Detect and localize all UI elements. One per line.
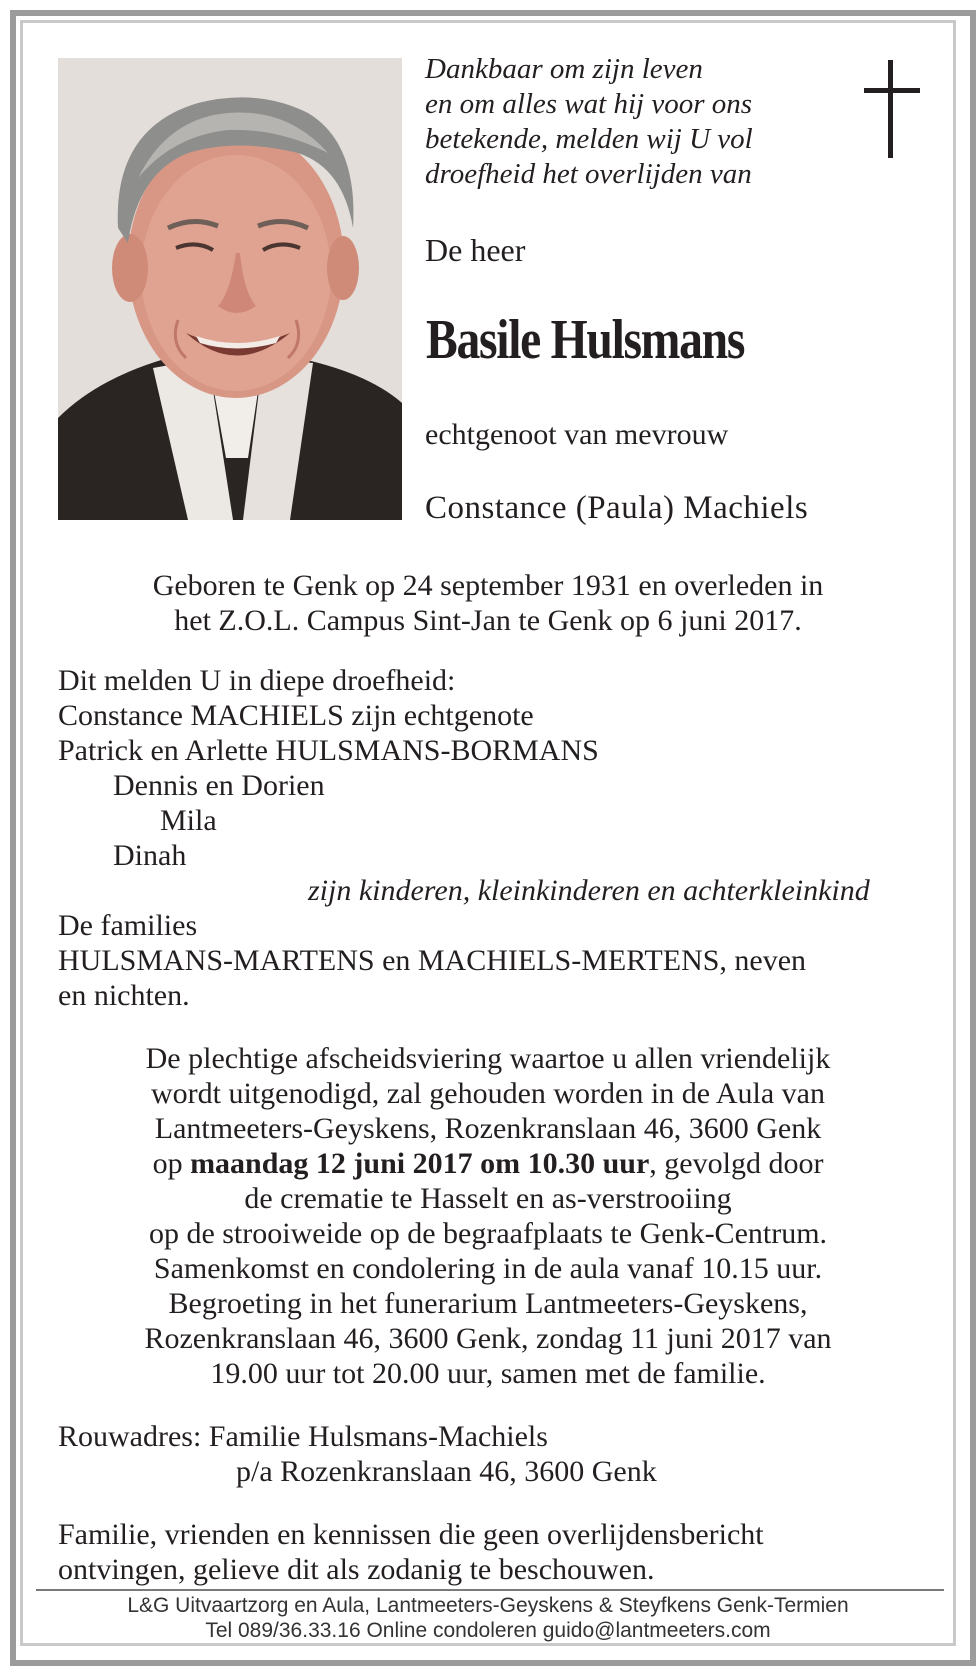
intro-text: Dankbaar om zijn leven en om alles wat hij voor ons betekende, melden wij U vol droefheid het overlijden van (425, 53, 753, 190)
family-lead: Dit melden U in diepe droefheid: (58, 664, 456, 697)
ceremony-line-5: de crematie te Hasselt en as-verstrooiing (244, 1182, 732, 1215)
deceased-name: Basile Hulsmans (426, 309, 745, 371)
ceremony-line-3: Lantmeeters-Geyskens, Rozenkranslaan 46, 3600 Genk (154, 1112, 822, 1145)
spouse-name: Constance (Paula) Machiels (425, 490, 809, 526)
footer-divider (36, 1589, 944, 1591)
ceremony-line-4 (40, 1146, 936, 1181)
ceremony-line-2: wordt uitgenodigd, zal gehouden worden in de Aula van (150, 1077, 825, 1110)
spouse-intro: echtgenoot van mevrouw (425, 418, 729, 451)
cross-icon (864, 60, 920, 158)
family-grandchildren-2: Dinah (113, 839, 187, 872)
families-lead: De families (58, 909, 198, 942)
title-prefix: De heer (425, 232, 526, 268)
footer-line-1: L&G Uitvaartzorg en Aula, Lantmeeters-Geyskens & Steyfkens Genk-Termien (127, 1594, 849, 1617)
birth-death-line-2: het Z.O.L. Campus Sint-Jan te Genk op 6 juni 2017. (174, 604, 802, 637)
birth-death-line-1: Geboren te Genk op 24 september 1931 en overleden in (152, 569, 824, 602)
families-line: HULSMANS-MARTENS en MACHIELS-MERTENS, neven (58, 944, 807, 977)
ceremony-date-time: maandag 12 juni 2017 om 10.30 uur (190, 1147, 650, 1180)
closing-line-1: Familie, vrienden en kennissen die geen overlijdensbericht (58, 1518, 764, 1551)
family-great-grandchild: Mila (160, 804, 217, 837)
ceremony-line-6: op de strooiweide op de begraafplaats te Genk-Centrum. (148, 1217, 828, 1250)
ceremony-line-9: Rozenkranslaan 46, 3600 Genk, zondag 11 juni 2017 van (144, 1322, 832, 1355)
mourning-address-line-1: Rouwadres: Familie Hulsmans-Machiels (58, 1420, 548, 1453)
ceremony-line-4-post: , gevolgd door (649, 1147, 824, 1180)
ceremony-line-7: Samenkomst en condolering in de aula vanaf 10.15 uur. (153, 1252, 823, 1285)
ceremony-line-1: De plechtige afscheidsviering waartoe u allen vriendelijk (145, 1042, 831, 1075)
family-relation-caption: zijn kinderen, kleinkinderen en achterkleinkind (308, 874, 870, 907)
mourning-address-line-2: p/a Rozenkranslaan 46, 3600 Genk (236, 1455, 657, 1488)
ceremony-line-10: 19.00 uur tot 20.00 uur, samen met de familie. (210, 1357, 766, 1390)
portrait-photo (58, 58, 402, 520)
portrait-illustration (58, 58, 402, 520)
family-children: Patrick en Arlette HULSMANS-BORMANS (58, 734, 599, 767)
ceremony-line-4-pre: op (152, 1147, 191, 1180)
ceremony-line-8: Begroeting in het funerarium Lantmeeters-Geyskens, (168, 1287, 808, 1320)
footer-line-2: Tel 089/36.33.16 Online condoleren guido@lantmeeters.com (205, 1619, 771, 1642)
families-end: en nichten. (58, 979, 190, 1012)
family-grandchildren-1: Dennis en Dorien (113, 769, 325, 802)
family-spouse: Constance MACHIELS zijn echtgenote (58, 699, 534, 732)
closing-line-2: ontvingen, gelieve dit als zodanig te beschouwen. (58, 1553, 655, 1586)
